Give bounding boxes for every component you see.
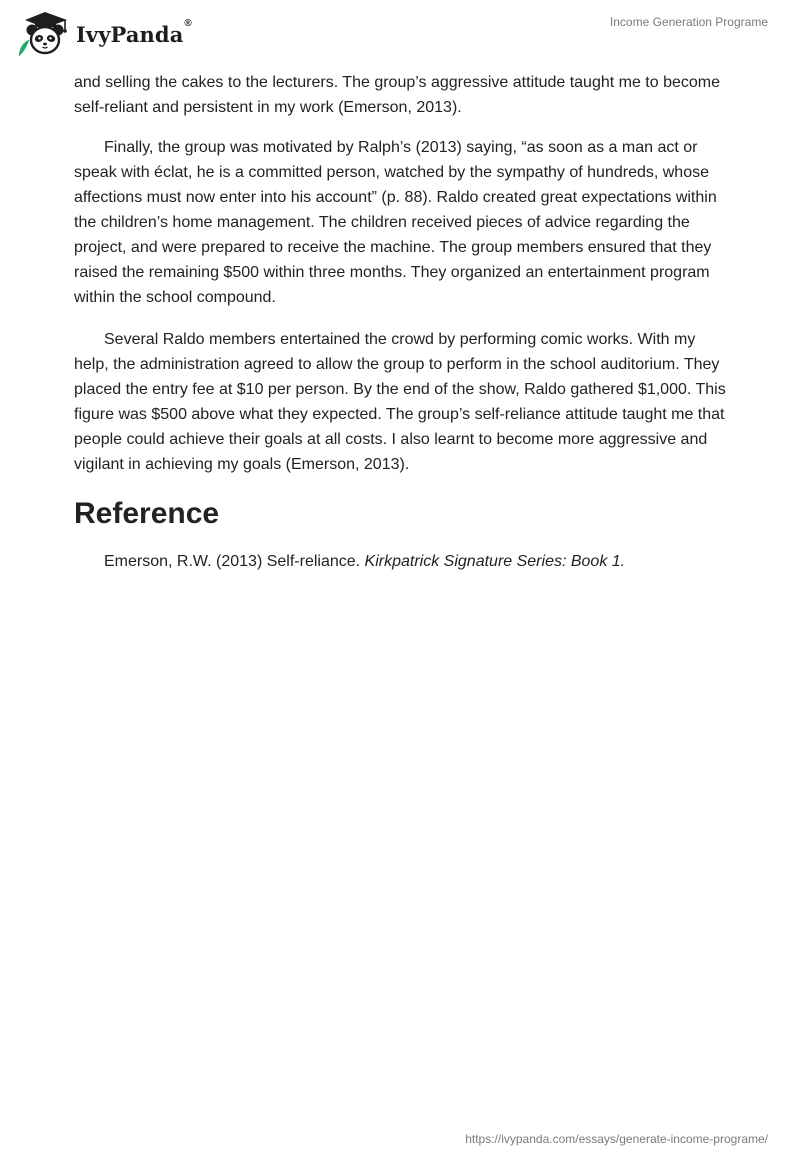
body-paragraph: Several Raldo members entertained the crowd by performing comic works. With my help, the administration agreed to allow the group to perform in the school auditorium. They placed the entry fee at $10 per person. By the end of the show, Raldo gathered $1,000. This figure was $500 above what they expected. The group’s self-reliance attitude taught me that people could achieve their goals at all costs. I also learnt to become more aggressive and vigilant in achieving my goals (Emerson, 2013). — [74, 331, 726, 473]
page-header — [0, 0, 800, 66]
registered-mark: ® — [184, 18, 192, 29]
reference-heading: Reference — [74, 497, 220, 530]
body-paragraph: Finally, the group was motivated by Ralph’s (2013) saying, “as soon as a man act or speak with éclat, he is a committed person, watched by the sympathy of hundreds, whose affections must now enter into his account” (p. 88). Raldo created great expectations within the children’s home management. The children received pieces of advice regarding the project, and were prepared to receive the machine. The group members ensured that they raised the remaining $500 within three months. They organized an entertainment program within the school compound. — [74, 139, 717, 306]
body-paragraph: and selling the cakes to the lecturers. The group’s aggressive attitude taught me to become self-reliant and persistent in my work (Emerson, 2013). — [74, 74, 721, 116]
footer-source-url[interactable]: https://ivypanda.com/essays/generate-income-programe/ — [465, 1132, 768, 1146]
logo-wordmark: IvyPanda® — [76, 18, 192, 47]
reference-source: Kirkpatrick Signature Series: Book 1. — [364, 553, 626, 570]
essay-content — [74, 70, 734, 574]
reference-entry — [74, 549, 734, 574]
ivypanda-logo[interactable] — [15, 10, 192, 56]
panda-graduate-icon — [15, 10, 75, 56]
reference-author-year: Emerson, R.W. (2013) Self-reliance. — [104, 553, 365, 570]
document-title: Income Generation Programe — [609, 15, 768, 29]
